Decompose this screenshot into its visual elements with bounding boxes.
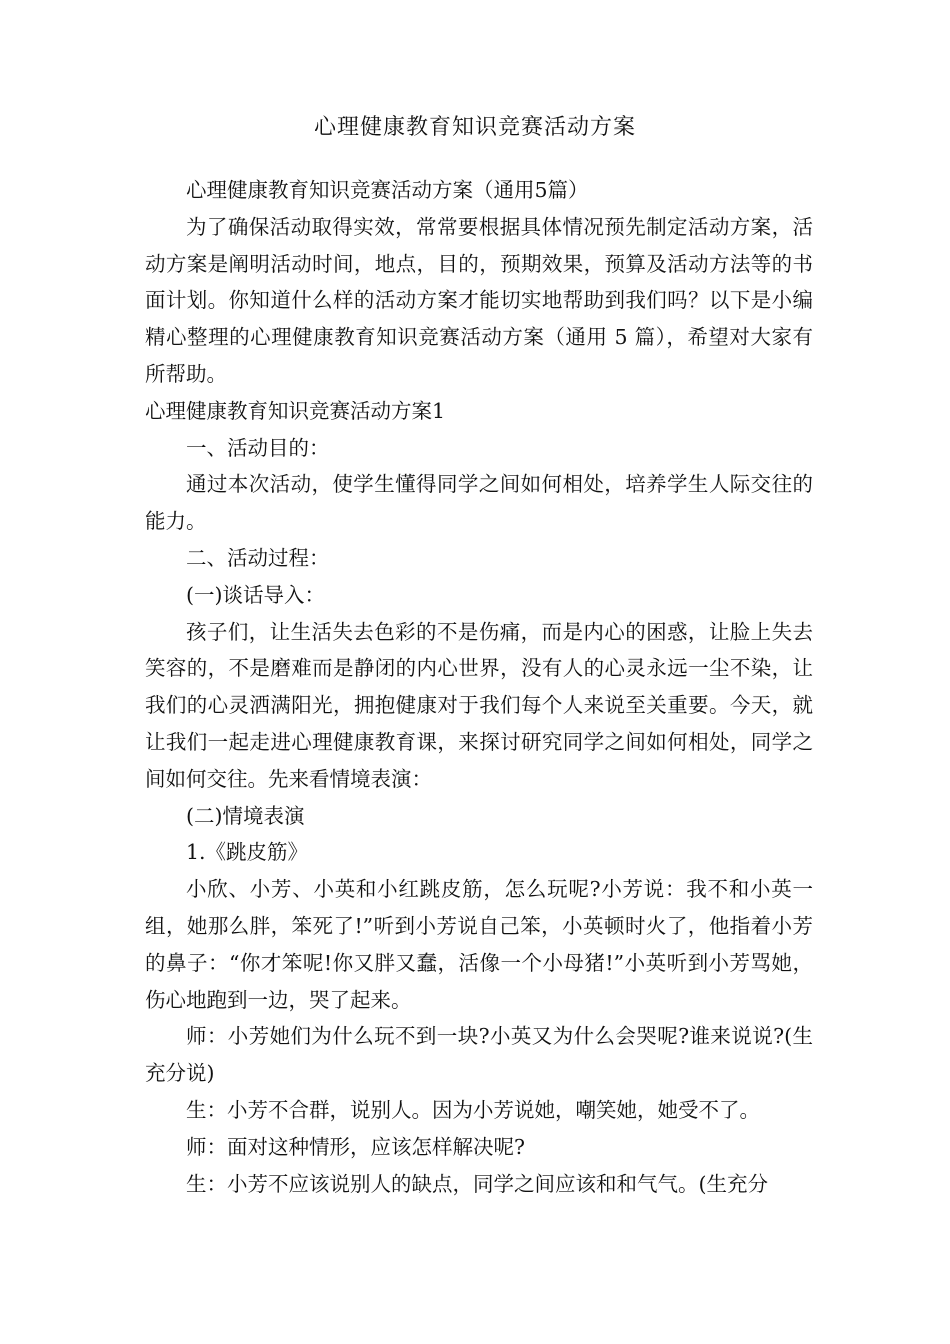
teacher-question-2: 师：面对这种情形，应该怎样解决呢? [186,1134,525,1159]
subheading-goal: 一、活动目的： [186,435,330,460]
student-answer-2: 生：小芳不应该说别人的缺点，同学之间应该和和气气。(生充分 [186,1171,768,1196]
section-heading: 心理健康教育知识竞赛活动方案1 [145,398,446,423]
intro-paragraph: 为了确保活动取得实效，常常要根据具体情况预先制定活动方案，活动方案是阐明活动时间，地点，目的，预期效果，预算及活动方法等的书面计划。你知道什么样的活动方案才能切实地帮助到我们吗？以下是小编精心整理的心理健康教育知识竞赛活动方案（通用 5 篇），希望对大家有所帮助。 [145,214,813,386]
subheading-scene: (二)情境表演 [186,803,305,828]
subheading-intro-talk: (一)谈话导入： [186,582,325,607]
document-body [145,172,813,1202]
scene-title: 1.《跳皮筋》 [186,840,309,865]
subtitle-paragraph: 心理健康教育知识竞赛活动方案（通用5篇） [186,178,589,202]
student-answer-1: 生：小芳不合群，说别人。因为小芳说她，嘲笑她，她受不了。 [186,1097,760,1122]
goal-paragraph: 通过本次活动，使学生懂得同学之间如何相处，培养学生人际交往的能力。 [145,472,813,534]
document-title: 心理健康教育知识竞赛活动方案 [313,115,636,140]
teacher-question: 师：小芳她们为什么玩不到一块?小英又为什么会哭呢?谁来说说?(生充分说) [145,1024,813,1086]
intro-talk-paragraph: 孩子们，让生活失去色彩的不是伤痛，而是内心的困惑，让脸上失去笑容的，不是磨难而是静闭的内心世界，没有人的心灵永远一尘不染，让我们的心灵洒满阳光，拥抱健康对于我们每个人来说至关重要。今天，就让我们一起走进心理健康教育课，来探讨研究同学之间如何相处，同学之间如何交往。先来看情境表演： [145,619,813,791]
subheading-process: 二、活动过程： [186,545,330,570]
scene-paragraph: 小欣、小芳、小英和小红跳皮筋，怎么玩呢?小芳说：我不和小英一组，她那么胖，笨死了!”听到小芳说自己笨，小英顿时火了，他指着小芳的鼻子：“你才笨呢!你又胖又蠢，活像一个小母猪!”小英听到小芳骂她，伤心地跑到一边，哭了起来。 [145,877,813,1012]
